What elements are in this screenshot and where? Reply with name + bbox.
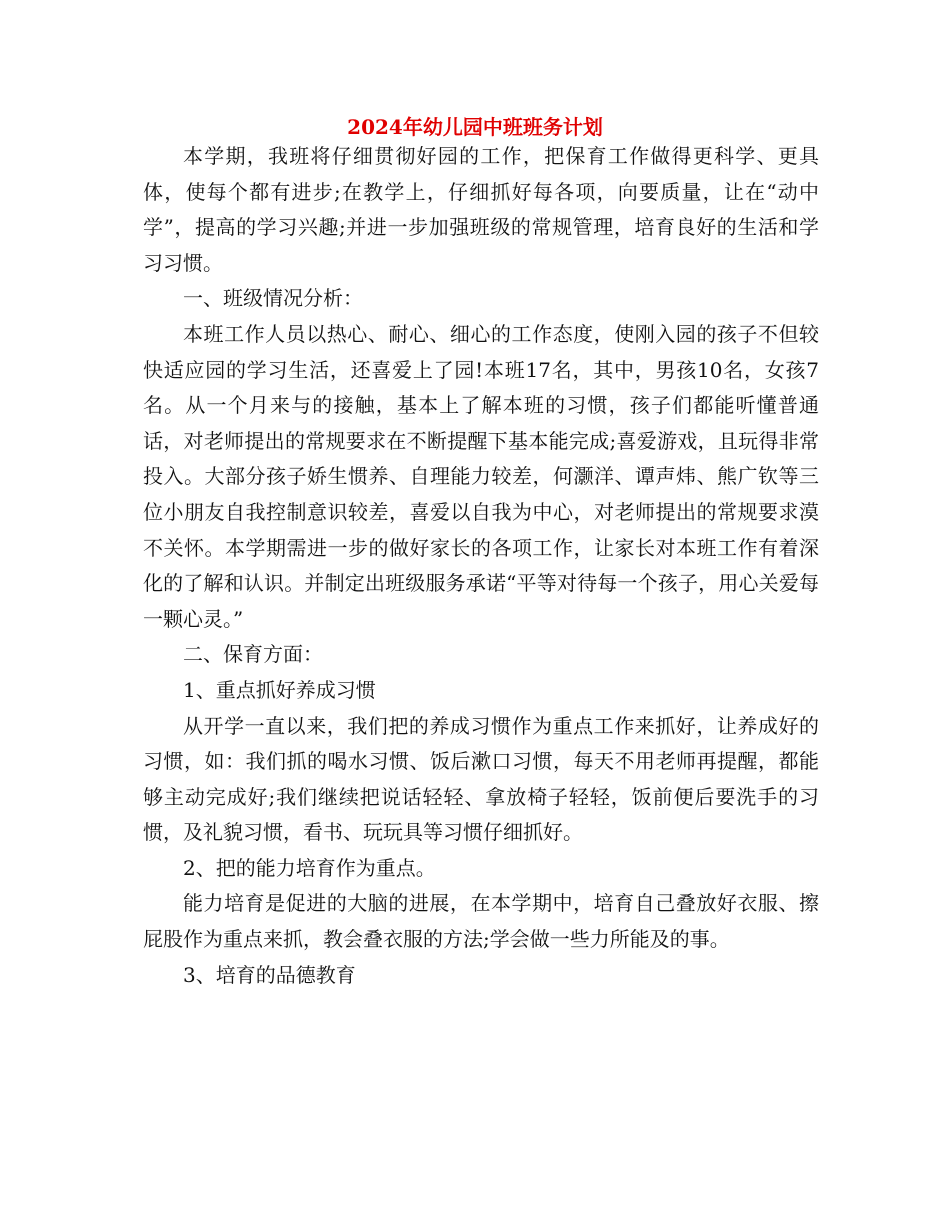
paragraph-ability: 能力培育是促进的大脑的进展，在本学期中，培育自己叠放好衣服、擦屁股作为重点来抓，教会叠衣服的方法;学会做一些力所能及的事。: [143, 891, 819, 952]
document-title: 2024年幼儿园中班班务计划: [347, 115, 603, 139]
subheading-habits: 1、重点抓好养成习惯: [183, 677, 376, 702]
document-body: [143, 139, 819, 993]
paragraph-intro: 本学期，我班将仔细贯彻好园的工作，把保育工作做得更科学、更具体，使每个都有进步;在教学上，仔细抓好每各项，向要质量，让在“动中学”，提高的学习兴趣;并进一步加强班级的常规管理，培育良好的生活和学习习惯。: [143, 144, 819, 275]
section-heading-class-analysis: 一、班级情况分析：: [183, 286, 363, 311]
section-heading-care: 二、保育方面：: [183, 642, 323, 667]
paragraph-class-analysis: 本班工作人员以热心、耐心、细心的工作态度，使刚入园的孩子不但较快适应园的学习生活，还喜爱上了园!本班17名，其中，男孩10名，女孩7名。从一个月来与的接触，基本上了解本班的习惯，孩子们都能听懂普通话，对老师提出的常规要求在不断提醒下基本能完成;喜爱游戏，且玩得非常投入。大部分孩子娇生惯养、自理能力较差，何灏洋、谭声炜、熊广钦等三位小朋友自我控制意识较差，喜爱以自我为中心，对老师提出的常规要求漠不关怀。本学期需进一步的做好家长的各项工作，让家长对本班工作有着深化的了解和认识。并制定出班级服务承诺“平等对待每一个孩子，用心关爱每一颗心灵。”: [143, 321, 819, 631]
subheading-ability: 2、把的能力培育作为重点。: [183, 855, 436, 880]
subheading-moral-education: 3、培育的品德教育: [183, 962, 356, 987]
paragraph-habits: 从开学一直以来，我们把的养成习惯作为重点工作来抓好，让养成好的习惯，如：我们抓的喝水习惯、饭后漱口习惯，每天不用老师再提醒，都能够主动完成好;我们继续把说话轻轻、拿放椅子轻轻，饭前便后要洗手的习惯，及礼貌习惯，看书、玩玩具等习惯仔细抓好。: [143, 713, 819, 845]
